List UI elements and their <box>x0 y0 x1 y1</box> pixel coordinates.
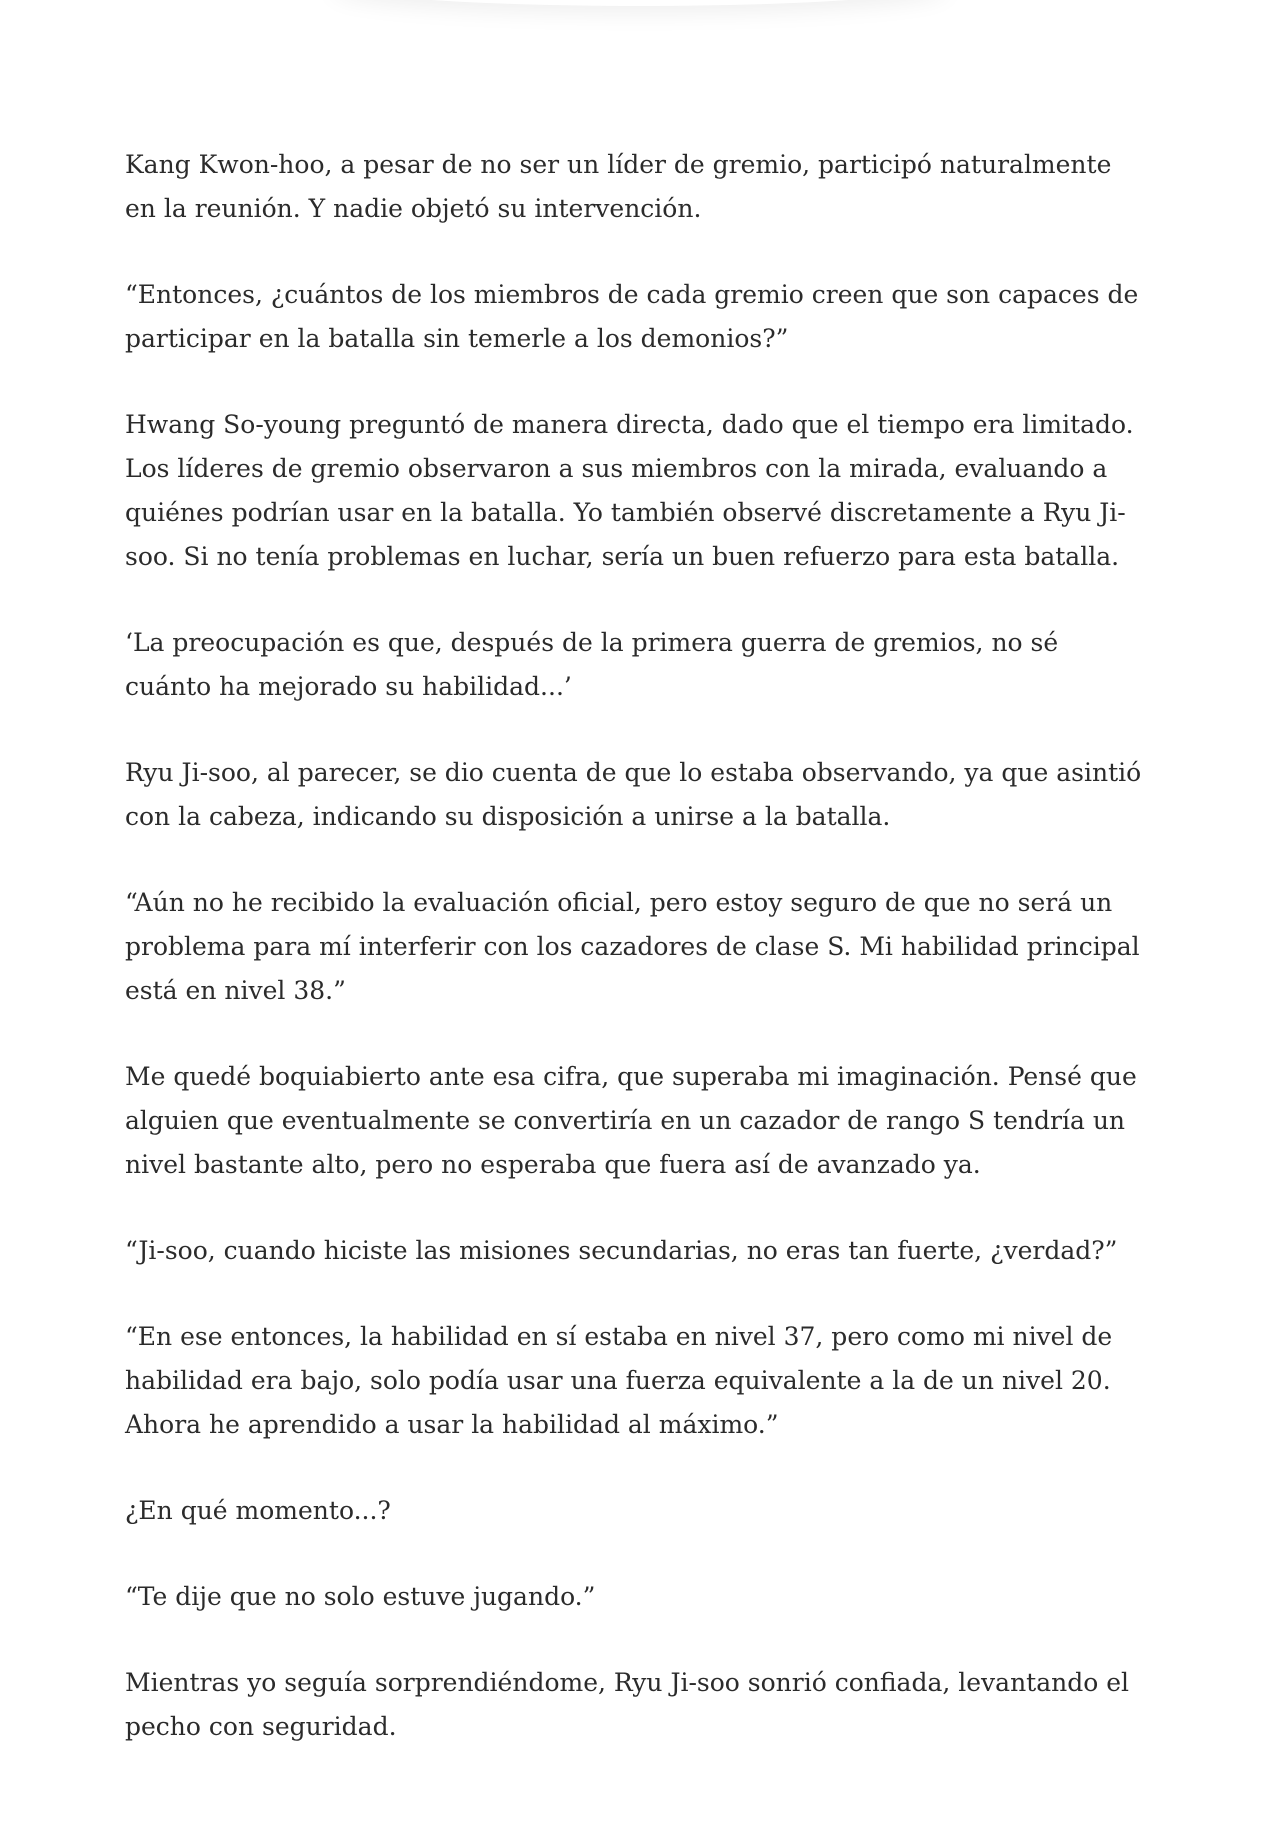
paragraph-2: “Entonces, ¿cuántos de los miembros de cada gremio creen que son capaces de participar en la batalla sin temerle a los demonios?” <box>125 280 1139 353</box>
paragraph-9: “En ese entonces, la habilidad en sí estaba en nivel 37, pero como mi nivel de habilidad era bajo, solo podía usar una fuerza equivalente a la de un nivel 20. Ahora he aprendido a usar la habilidad al máximo.” <box>125 1322 1113 1439</box>
top-shadow-decoration <box>330 0 950 6</box>
paragraph-6: “Aún no he recibido la evaluación oficial, pero estoy seguro de que no será un problema para mí interferir con los cazadores de clase S. Mi habilidad principal está en nivel 38.” <box>125 888 1140 1005</box>
paragraph-1: Kang Kwon-hoo, a pesar de no ser un líder de gremio, participó naturalmente en la reunión. Y nadie objetó su intervención. <box>125 150 1112 223</box>
paragraph-4: ‘La preocupación es que, después de la primera guerra de gremios, no sé cuánto ha mejorado su habilidad...’ <box>125 628 1059 701</box>
paragraph-3: Hwang So-young preguntó de manera directa, dado que el tiempo era limitado. Los líderes de gremio observaron a sus miembros con la mirada, evaluando a quiénes podrían usar en la batalla. Yo también observé discretamente a Ryu Ji-soo. Si no tenía problemas en luchar, sería un buen refuerzo para esta batalla. <box>125 410 1134 571</box>
paragraph-8: “Ji-soo, cuando hiciste las misiones secundarias, no eras tan fuerte, ¿verdad?” <box>125 1236 1118 1265</box>
paragraph-7: Me quedé boquiabierto ante esa cifra, que superaba mi imaginación. Pensé que alguien que eventualmente se convertiría en un cazador de rango S tendría un nivel bastante alto, pero no esperaba que fuera así de avanzado ya. <box>125 1062 1137 1179</box>
chapter-text <box>125 143 1145 1791</box>
paragraph-5: Ryu Ji-soo, al parecer, se dio cuenta de que lo estaba observando, ya que asintió con la cabeza, indicando su disposición a unirse a la batalla. <box>125 758 1142 831</box>
paragraph-11: “Te dije que no solo estuve jugando.” <box>125 1582 596 1611</box>
paragraph-12: Mientras yo seguía sorprendiéndome, Ryu Ji-soo sonrió confiada, levantando el pecho con seguridad. <box>125 1668 1130 1741</box>
paragraph-10: ¿En qué momento...? <box>125 1496 391 1525</box>
